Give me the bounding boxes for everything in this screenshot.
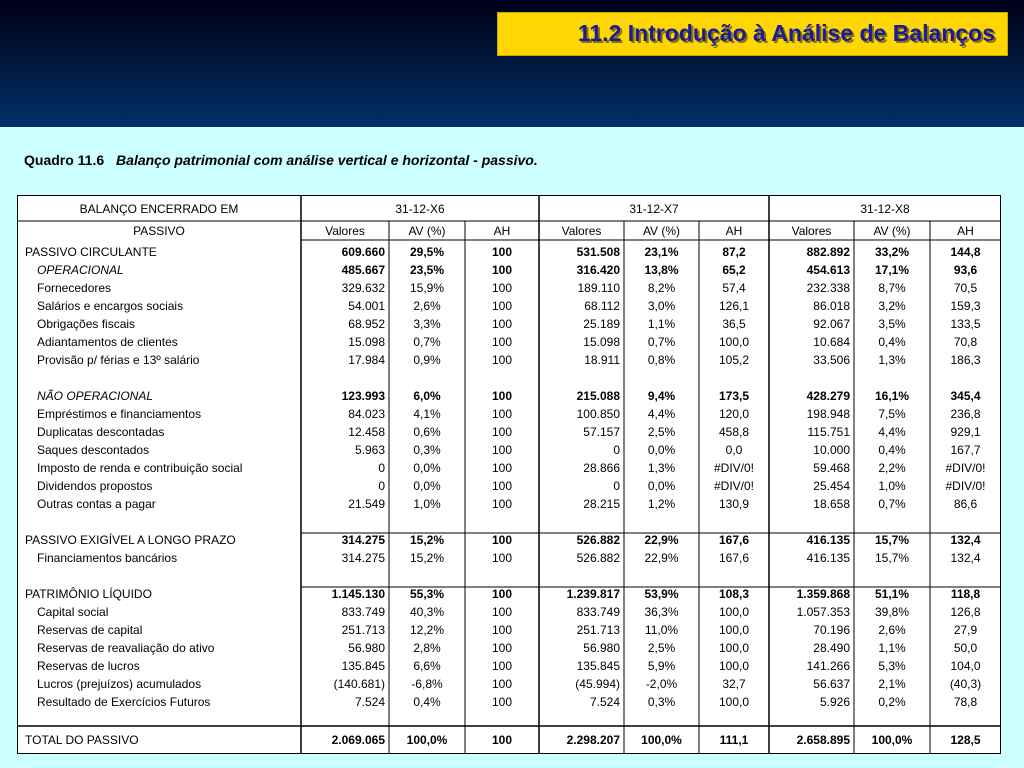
cell-value: 1,0% bbox=[413, 497, 441, 511]
cell-value: 100 bbox=[491, 641, 513, 655]
cell-value: 0,7% bbox=[647, 335, 676, 349]
cell-value: 100 bbox=[491, 299, 513, 313]
cell-value: 882.892 bbox=[806, 245, 850, 259]
row-label: Salários e encargos sociais bbox=[37, 299, 184, 313]
caption-label: Quadro 11.6 bbox=[24, 152, 105, 168]
cell-value: 100,0 bbox=[718, 335, 750, 349]
cell-value: 8,7% bbox=[878, 281, 906, 295]
cell-value: 3,5% bbox=[878, 317, 906, 331]
cell-value: 70.196 bbox=[813, 623, 850, 637]
row-label: Empréstimos e financiamentos bbox=[37, 407, 202, 421]
cell-value: 4,4% bbox=[878, 425, 906, 439]
cell-value: 57,4 bbox=[722, 281, 746, 295]
slide-title: 11.2 Introdução à Análise de Balanços bbox=[577, 20, 995, 46]
cell-value: 0,0% bbox=[647, 479, 676, 493]
cell-value: #DIV/0! bbox=[713, 479, 755, 493]
cell-value: 0,2% bbox=[878, 695, 906, 709]
row-label: Saques descontados bbox=[37, 443, 150, 457]
cell-value: 5.926 bbox=[819, 695, 850, 709]
cell-value: 531.508 bbox=[576, 245, 620, 259]
cell-value: 100 bbox=[491, 317, 513, 331]
slide-title-box bbox=[497, 12, 1008, 56]
cell-value: 236,8 bbox=[950, 407, 981, 421]
cell-value: 22,9% bbox=[644, 533, 679, 547]
cell-value: 92.067 bbox=[813, 317, 850, 331]
cell-value: 100 bbox=[491, 407, 513, 421]
cell-value: 115.751 bbox=[807, 425, 850, 439]
cell-value: 100 bbox=[491, 695, 513, 709]
cell-value: 57.157 bbox=[583, 425, 620, 439]
cell-value: 4,1% bbox=[413, 407, 441, 421]
cell-value: 0,4% bbox=[878, 443, 906, 457]
cell-value: 159,3 bbox=[950, 299, 981, 313]
row-label: NÃO OPERACIONAL bbox=[37, 389, 154, 403]
cell-value: 1,1% bbox=[878, 641, 906, 655]
cell-value: 314.275 bbox=[341, 533, 385, 547]
cell-value: 133,5 bbox=[950, 317, 981, 331]
cell-value: -6,8% bbox=[411, 677, 443, 691]
cell-value: 70,5 bbox=[953, 281, 978, 295]
cell-value: 22,9% bbox=[644, 551, 679, 565]
sub-header: AV (%) bbox=[408, 224, 446, 238]
sub-header: Valores bbox=[561, 224, 602, 238]
cell-value: 186,3 bbox=[950, 353, 981, 367]
cell-value: 100 bbox=[491, 263, 513, 277]
cell-value: 28.866 bbox=[583, 461, 620, 475]
cell-value: 144,8 bbox=[950, 245, 981, 259]
cell-value: 458,8 bbox=[718, 425, 750, 439]
cell-value: 33,2% bbox=[874, 245, 910, 259]
cell-value: 6,6% bbox=[413, 659, 441, 673]
cell-value: 54.001 bbox=[348, 299, 385, 313]
cell-value: 0,7% bbox=[413, 335, 441, 349]
cell-value: 108,3 bbox=[718, 587, 750, 601]
cell-value: 2,6% bbox=[878, 623, 906, 637]
cell-value: 135.845 bbox=[576, 659, 620, 673]
cell-value: 5,9% bbox=[647, 659, 676, 673]
cell-value: 8,2% bbox=[647, 281, 676, 295]
sub-header: AV (%) bbox=[642, 224, 681, 238]
cell-value: 100 bbox=[491, 659, 513, 673]
cell-value: 0,3% bbox=[647, 695, 676, 709]
cell-value: 0,0% bbox=[413, 479, 441, 493]
row-label: OPERACIONAL bbox=[37, 263, 124, 277]
row-label: Obrigações fiscais bbox=[37, 317, 136, 331]
cell-value: (45.994) bbox=[575, 677, 620, 691]
sub-header: Valores bbox=[791, 224, 832, 238]
cell-value: 173,5 bbox=[718, 389, 750, 403]
cell-value: 32,7 bbox=[722, 677, 746, 691]
cell-value: 12,2% bbox=[409, 623, 445, 637]
cell-value: 86,6 bbox=[953, 497, 978, 511]
cell-value: 0,7% bbox=[878, 497, 906, 511]
cell-value: 100,0 bbox=[718, 623, 750, 637]
cell-value: 93,6 bbox=[953, 263, 978, 277]
cell-value: 100 bbox=[491, 479, 513, 493]
cell-value: 314.275 bbox=[341, 551, 385, 565]
cell-value: 0,9% bbox=[413, 353, 441, 367]
cell-value: 100 bbox=[491, 425, 513, 439]
cell-value: 1.239.817 bbox=[566, 587, 620, 601]
cell-value: 100 bbox=[491, 587, 513, 601]
cell-value: 167,7 bbox=[950, 443, 981, 457]
cell-value: #DIV/0! bbox=[713, 461, 755, 475]
cell-value: 68.952 bbox=[348, 317, 385, 331]
cell-value: 485.667 bbox=[341, 263, 385, 277]
cell-value: 167,6 bbox=[718, 551, 750, 565]
cell-value: 2,1% bbox=[878, 677, 906, 691]
cell-value: 126,8 bbox=[950, 605, 981, 619]
cell-value: 929,1 bbox=[950, 425, 981, 439]
cell-value: 16,1% bbox=[874, 389, 910, 403]
cell-value: 100 bbox=[491, 461, 513, 475]
cell-value: (140.681) bbox=[333, 677, 385, 691]
cell-value: 11,0% bbox=[644, 623, 679, 637]
cell-value: 130,9 bbox=[718, 497, 750, 511]
cell-value: 100 bbox=[491, 245, 513, 259]
cell-value: 10.000 bbox=[813, 443, 850, 457]
cell-value: 17.984 bbox=[348, 353, 385, 367]
total-value: 100,0% bbox=[406, 733, 448, 747]
row-label: Imposto de renda e contribuição social bbox=[37, 461, 243, 475]
table-caption bbox=[24, 152, 538, 168]
caption-text: Balanço patrimonial com análise vertical e horizontal - passivo. bbox=[116, 152, 538, 168]
row-label: PASSIVO EXIGÍVEL A LONGO PRAZO bbox=[25, 533, 236, 547]
corner-header: BALANÇO ENCERRADO EM bbox=[79, 202, 239, 216]
row-label: Resultado de Exercícios Futuros bbox=[37, 695, 211, 709]
cell-value: 15,9% bbox=[409, 281, 445, 295]
cell-value: 123.993 bbox=[341, 389, 385, 403]
row-label: PASSIVO CIRCULANTE bbox=[25, 245, 157, 259]
total-value: 100,0% bbox=[871, 733, 913, 747]
total-label: TOTAL DO PASSIVO bbox=[25, 733, 139, 747]
cell-value: 55,3% bbox=[409, 587, 445, 601]
cell-value: 36,3% bbox=[644, 605, 679, 619]
cell-value: 132,4 bbox=[950, 551, 981, 565]
cell-value: 25.454 bbox=[813, 479, 850, 493]
cell-value: 251.713 bbox=[341, 623, 385, 637]
sub-header: AH bbox=[957, 224, 974, 238]
cell-value: 9,4% bbox=[647, 389, 676, 403]
cell-value: 56.980 bbox=[348, 641, 385, 655]
cell-value: 0,8% bbox=[647, 353, 676, 367]
cell-value: 5,3% bbox=[878, 659, 906, 673]
cell-value: 329.632 bbox=[341, 281, 385, 295]
cell-value: 167,6 bbox=[718, 533, 750, 547]
cell-value: 833.749 bbox=[576, 605, 620, 619]
cell-value: 0,0 bbox=[725, 443, 743, 457]
total-value: 2.298.207 bbox=[566, 733, 620, 747]
cell-value: 15,2% bbox=[409, 551, 445, 565]
cell-value: 198.948 bbox=[806, 407, 850, 421]
cell-value: 87,2 bbox=[722, 245, 746, 259]
cell-value: 0,4% bbox=[413, 695, 441, 709]
cell-value: 28.215 bbox=[583, 497, 620, 511]
cell-value: #DIV/0! bbox=[945, 479, 986, 493]
total-value: 100,0% bbox=[641, 733, 682, 747]
cell-value: 68.112 bbox=[584, 299, 620, 313]
cell-value: 7,5% bbox=[878, 407, 906, 421]
cell-value: 0,6% bbox=[413, 425, 441, 439]
cell-value: 1.145.130 bbox=[331, 587, 385, 601]
cell-value: 100,0 bbox=[718, 641, 750, 655]
total-value: 2.658.895 bbox=[796, 733, 850, 747]
cell-value: -2,0% bbox=[645, 677, 678, 691]
cell-value: 316.420 bbox=[576, 263, 620, 277]
cell-value: 1,2% bbox=[647, 497, 676, 511]
cell-value: 40,3% bbox=[409, 605, 445, 619]
cell-value: 86.018 bbox=[813, 299, 850, 313]
cell-value: 21.549 bbox=[348, 497, 385, 511]
cell-value: 3,3% bbox=[413, 317, 441, 331]
cell-value: 526.882 bbox=[576, 551, 620, 565]
total-value: 128,5 bbox=[950, 733, 981, 747]
cell-value: 33.506 bbox=[813, 353, 850, 367]
first-col-header: PASSIVO bbox=[133, 224, 185, 238]
cell-value: 50,0 bbox=[953, 641, 978, 655]
row-label: Lucros (prejuízos) acumulados bbox=[37, 677, 202, 691]
cell-value: 526.882 bbox=[576, 533, 620, 547]
total-value: 100 bbox=[491, 733, 513, 747]
cell-value: 2,6% bbox=[413, 299, 441, 313]
cell-value: 428.279 bbox=[806, 389, 850, 403]
cell-value: 1,0% bbox=[878, 479, 906, 493]
cell-value: 7.524 bbox=[589, 695, 620, 709]
cell-value: 1.359.868 bbox=[796, 587, 850, 601]
cell-value: 15,7% bbox=[874, 533, 910, 547]
balance-sheet-grid bbox=[18, 196, 1002, 755]
cell-value: 29,5% bbox=[409, 245, 445, 259]
sub-header: AH bbox=[493, 224, 511, 238]
cell-value: 5.963 bbox=[354, 443, 385, 457]
sub-header: AH bbox=[725, 224, 743, 238]
balance-sheet-table bbox=[17, 195, 1001, 754]
cell-value: 84.023 bbox=[348, 407, 385, 421]
row-label: Reservas de capital bbox=[37, 623, 143, 637]
cell-value: 4,4% bbox=[647, 407, 676, 421]
cell-value: 120,0 bbox=[718, 407, 750, 421]
period-header: 31-12-X8 bbox=[860, 202, 910, 216]
cell-value: 15,2% bbox=[409, 533, 445, 547]
cell-value: 100 bbox=[491, 605, 513, 619]
cell-value: 132,4 bbox=[950, 533, 981, 547]
cell-value: 2,5% bbox=[647, 425, 676, 439]
cell-value: 100 bbox=[491, 533, 513, 547]
row-label: Dividendos propostos bbox=[37, 479, 153, 493]
cell-value: 23,5% bbox=[409, 263, 445, 277]
cell-value: 416.135 bbox=[806, 533, 850, 547]
cell-value: 18.911 bbox=[584, 353, 620, 367]
cell-value: 100 bbox=[491, 281, 513, 295]
cell-value: 189.110 bbox=[577, 281, 620, 295]
cell-value: 39,8% bbox=[874, 605, 910, 619]
cell-value: 141.266 bbox=[806, 659, 850, 673]
cell-value: 3,2% bbox=[878, 299, 906, 313]
cell-value: 12.458 bbox=[348, 425, 385, 439]
cell-value: 0 bbox=[613, 479, 620, 493]
row-label: Duplicatas descontadas bbox=[37, 425, 165, 439]
cell-value: 7.524 bbox=[354, 695, 385, 709]
sub-header: Valores bbox=[325, 224, 365, 238]
cell-value: 17,1% bbox=[874, 263, 910, 277]
cell-value: 0 bbox=[378, 479, 385, 493]
cell-value: 100 bbox=[491, 353, 513, 367]
cell-value: 100 bbox=[491, 443, 513, 457]
cell-value: 100 bbox=[491, 623, 513, 637]
cell-value: 126,1 bbox=[718, 299, 750, 313]
cell-value: 2,2% bbox=[878, 461, 906, 475]
cell-value: 0 bbox=[613, 443, 620, 457]
cell-value: 15,7% bbox=[874, 551, 910, 565]
cell-value: 100 bbox=[491, 335, 513, 349]
cell-value: 100,0 bbox=[718, 695, 750, 709]
cell-value: 833.749 bbox=[341, 605, 385, 619]
cell-value: 13,8% bbox=[644, 263, 679, 277]
cell-value: 609.660 bbox=[341, 245, 385, 259]
cell-value: 0,3% bbox=[413, 443, 441, 457]
period-header: 31-12-X7 bbox=[629, 202, 679, 216]
row-label: Provisão p/ férias e 13º salário bbox=[37, 353, 200, 367]
cell-value: 53,9% bbox=[644, 587, 679, 601]
cell-value: 51,1% bbox=[874, 587, 910, 601]
cell-value: 0,0% bbox=[647, 443, 676, 457]
cell-value: 27,9 bbox=[953, 623, 978, 637]
cell-value: 100,0 bbox=[718, 659, 750, 673]
cell-value: 28.490 bbox=[813, 641, 850, 655]
cell-value: #DIV/0! bbox=[945, 461, 986, 475]
row-label: Adiantamentos de clientes bbox=[37, 335, 178, 349]
cell-value: 1.057.353 bbox=[796, 605, 850, 619]
cell-value: 215.088 bbox=[576, 389, 620, 403]
cell-value: 10.684 bbox=[813, 335, 850, 349]
cell-value: 6,0% bbox=[413, 389, 441, 403]
cell-value: 56.980 bbox=[583, 641, 620, 655]
row-label: Reservas de lucros bbox=[37, 659, 140, 673]
cell-value: 0 bbox=[378, 461, 385, 475]
cell-value: 0,0% bbox=[413, 461, 441, 475]
period-header: 31-12-X6 bbox=[395, 202, 445, 216]
cell-value: 100.850 bbox=[576, 407, 620, 421]
cell-value: 56.637 bbox=[813, 677, 850, 691]
cell-value: 345,4 bbox=[950, 389, 981, 403]
cell-value: 100 bbox=[491, 677, 513, 691]
cell-value: 70,8 bbox=[953, 335, 978, 349]
cell-value: 78,8 bbox=[953, 695, 978, 709]
total-value: 111,1 bbox=[719, 733, 749, 747]
cell-value: 135.845 bbox=[341, 659, 385, 673]
cell-value: 3,0% bbox=[647, 299, 676, 313]
cell-value: 2,8% bbox=[413, 641, 441, 655]
cell-value: (40,3) bbox=[949, 677, 982, 691]
cell-value: 36,5 bbox=[722, 317, 746, 331]
cell-value: 104,0 bbox=[950, 659, 981, 673]
sub-header: AV (%) bbox=[873, 224, 911, 238]
cell-value: 416.135 bbox=[806, 551, 850, 565]
row-label: Outras contas a pagar bbox=[37, 497, 156, 511]
cell-value: 15.098 bbox=[583, 335, 620, 349]
cell-value: 25.189 bbox=[583, 317, 620, 331]
row-label: Capital social bbox=[37, 605, 109, 619]
cell-value: 251.713 bbox=[576, 623, 620, 637]
cell-value: 118,8 bbox=[950, 587, 981, 601]
total-value: 2.069.065 bbox=[331, 733, 385, 747]
cell-value: 18.658 bbox=[813, 497, 850, 511]
cell-value: 65,2 bbox=[722, 263, 746, 277]
cell-value: 100,0 bbox=[718, 605, 750, 619]
cell-value: 0,4% bbox=[878, 335, 906, 349]
cell-value: 1,3% bbox=[878, 353, 906, 367]
row-label: Financiamentos bancários bbox=[37, 551, 178, 565]
cell-value: 454.613 bbox=[806, 263, 850, 277]
cell-value: 2,5% bbox=[647, 641, 676, 655]
cell-value: 23,1% bbox=[644, 245, 679, 259]
cell-value: 100 bbox=[491, 551, 513, 565]
cell-value: 100 bbox=[491, 389, 513, 403]
cell-value: 1,3% bbox=[647, 461, 676, 475]
row-label: Fornecedores bbox=[37, 281, 112, 295]
cell-value: 232.338 bbox=[806, 281, 850, 295]
cell-value: 15.098 bbox=[348, 335, 385, 349]
row-label: PATRIMÔNIO LÍQUIDO bbox=[25, 587, 152, 601]
cell-value: 1,1% bbox=[647, 317, 676, 331]
cell-value: 59.468 bbox=[813, 461, 850, 475]
cell-value: 100 bbox=[491, 497, 513, 511]
row-label: Reservas de reavaliação do ativo bbox=[37, 641, 215, 655]
cell-value: 105,2 bbox=[718, 353, 750, 367]
